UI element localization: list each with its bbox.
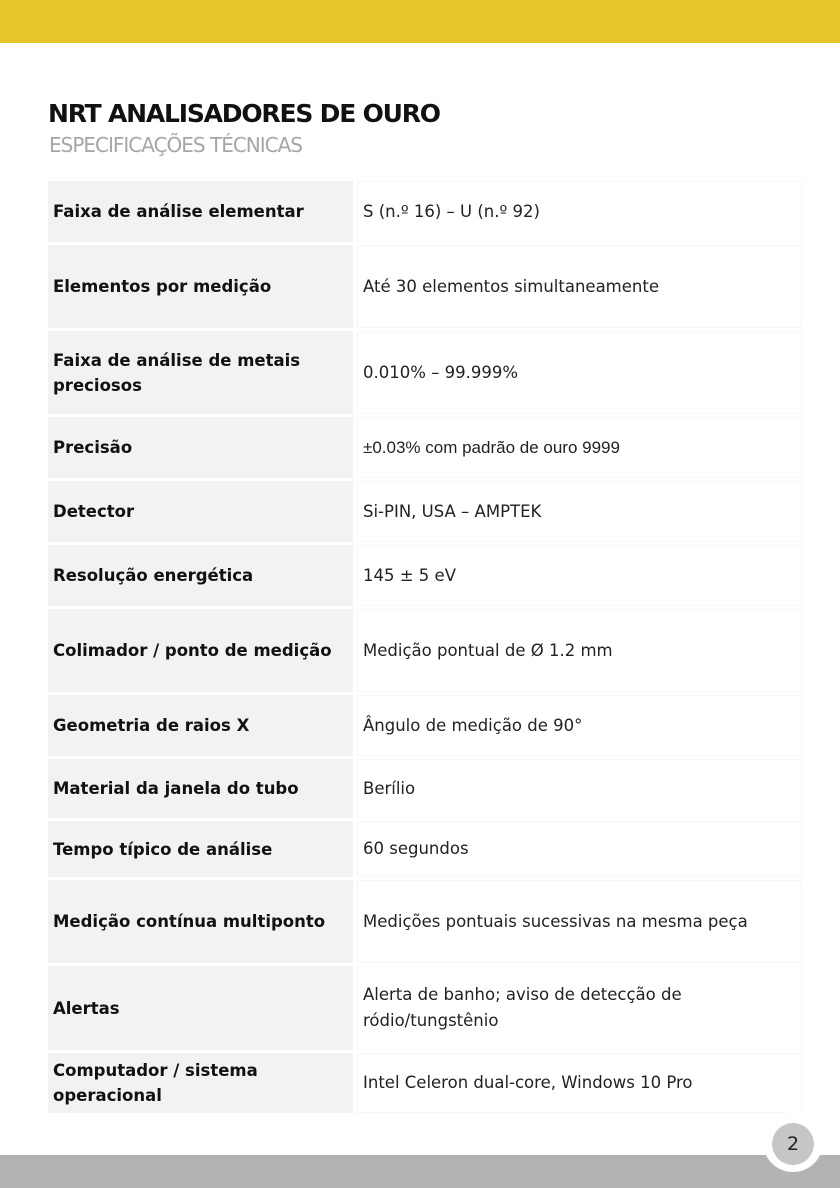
spec-row — [48, 181, 802, 242]
page-title: NRT ANALISADORES DE OURO — [48, 99, 440, 128]
spec-value: Berílio — [357, 759, 802, 818]
page-subtitle: ESPECIFICAÇÕES TÉCNICAS — [49, 133, 303, 157]
spec-label: Computador / sistema operacional — [48, 1053, 353, 1113]
spec-row — [48, 481, 802, 542]
spec-value: Medições pontuais sucessivas na mesma peça — [357, 880, 802, 963]
page-number-badge: 2 — [772, 1123, 814, 1165]
spec-label: Geometria de raios X — [48, 695, 353, 756]
spec-label: Resolução energética — [48, 545, 353, 606]
spec-value: 145 ± 5 eV — [357, 545, 802, 606]
spec-table — [48, 181, 802, 1116]
spec-label: Medição contínua multiponto — [48, 880, 353, 963]
spec-row — [48, 1053, 802, 1113]
spec-row — [48, 759, 802, 818]
spec-label: Detector — [48, 481, 353, 542]
spec-label: Elementos por medição — [48, 245, 353, 328]
spec-label: Material da janela do tubo — [48, 759, 353, 818]
spec-row — [48, 609, 802, 692]
spec-label: Precisão — [48, 417, 353, 478]
spec-label: Tempo típico de análise — [48, 821, 353, 877]
spec-value: Alerta de banho; aviso de detecção de ródio/tungstênio — [357, 966, 802, 1050]
spec-value: ±0.03% com padrão de ouro 9999 — [357, 417, 802, 478]
spec-value: 60 segundos — [357, 821, 802, 877]
spec-row — [48, 880, 802, 963]
spec-row — [48, 821, 802, 877]
spec-row — [48, 695, 802, 756]
spec-row — [48, 245, 802, 328]
spec-value: Ângulo de medição de 90° — [357, 695, 802, 756]
top-accent-bar — [0, 0, 840, 43]
spec-value: Até 30 elementos simultaneamente — [357, 245, 802, 328]
spec-value: Intel Celeron dual-core, Windows 10 Pro — [357, 1053, 802, 1113]
spec-value: Medição pontual de Ø 1.2 mm — [357, 609, 802, 692]
spec-value: Si-PIN, USA – AMPTEK — [357, 481, 802, 542]
spec-value: 0.010% – 99.999% — [357, 331, 802, 414]
spec-label: Colimador / ponto de medição — [48, 609, 353, 692]
spec-row — [48, 331, 802, 414]
spec-label: Faixa de análise de metais preciosos — [48, 331, 353, 414]
spec-row — [48, 966, 802, 1050]
bottom-footer-bar — [0, 1155, 840, 1188]
spec-row — [48, 417, 802, 478]
spec-row — [48, 545, 802, 606]
spec-label: Alertas — [48, 966, 353, 1050]
spec-label: Faixa de análise elementar — [48, 181, 353, 242]
spec-value: S (n.º 16) – U (n.º 92) — [357, 181, 802, 242]
